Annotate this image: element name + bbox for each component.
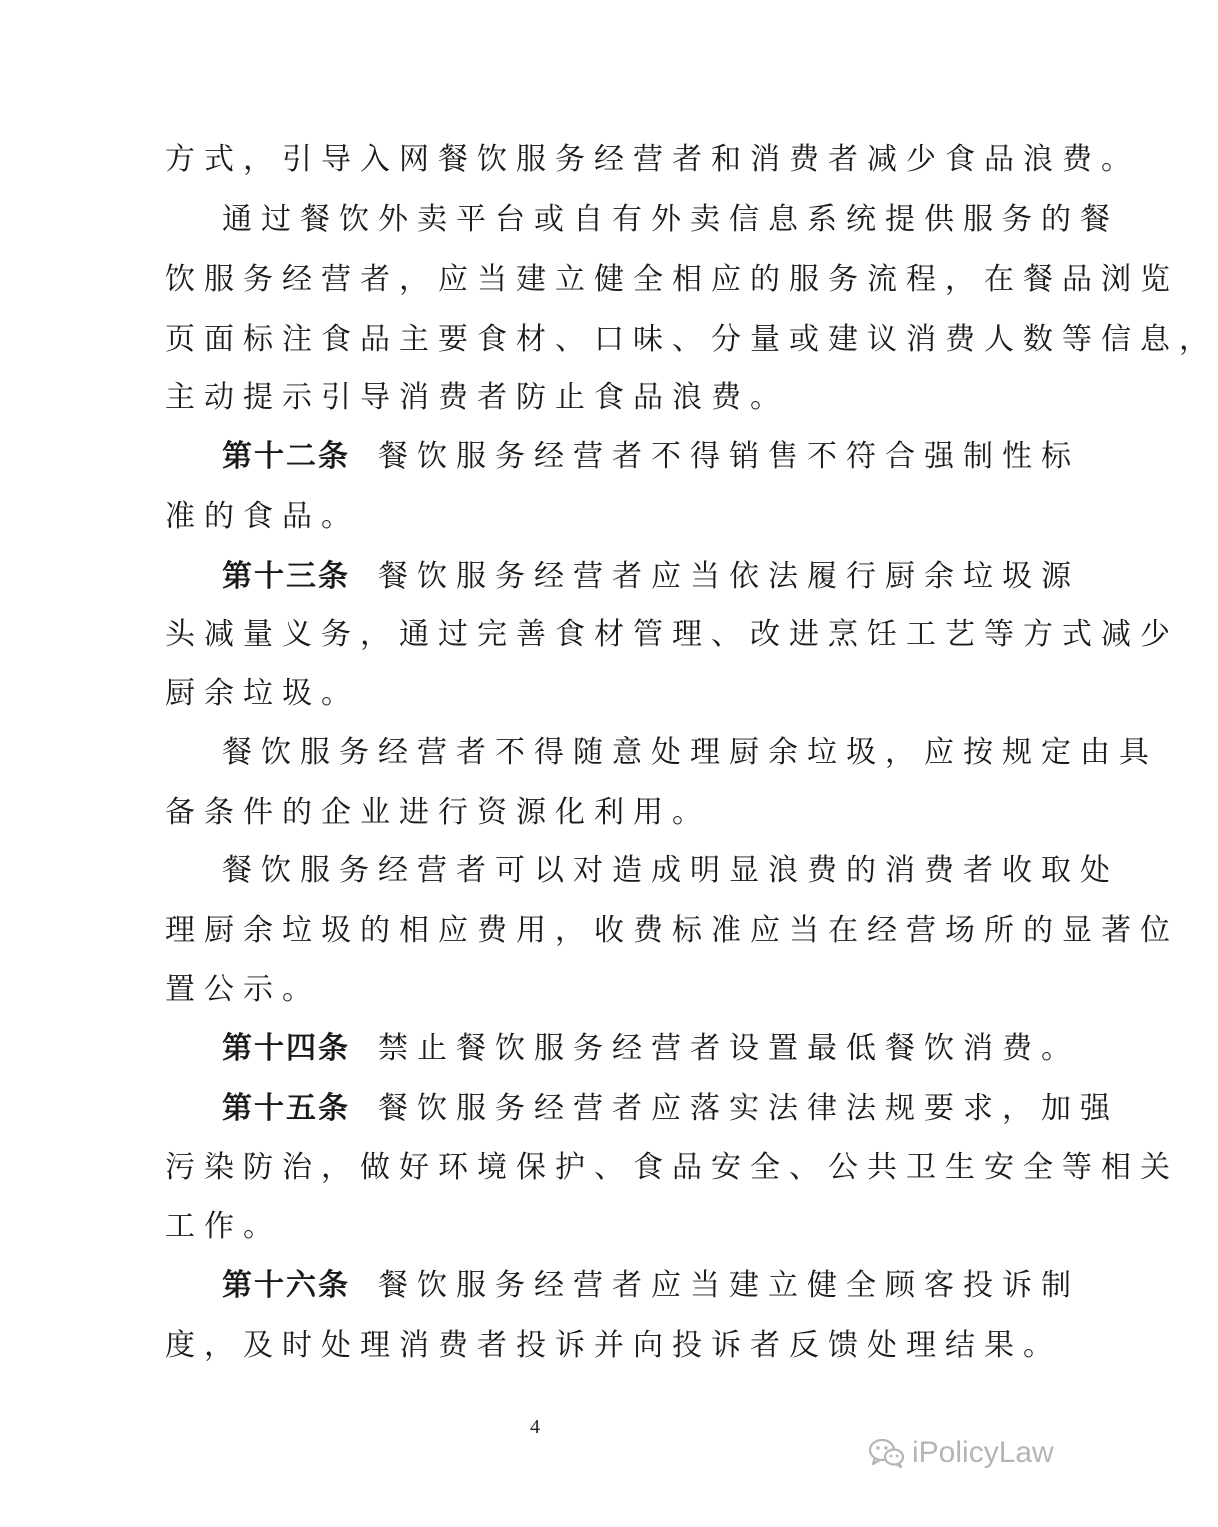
article-line bbox=[222, 557, 1080, 597]
page-number: 4 bbox=[530, 1416, 540, 1438]
text-line: 餐饮服务经营者不得随意处理厨余垃圾，应按规定由具 bbox=[222, 735, 1158, 770]
text-line: 头减量义务，通过完善食材管理、改进烹饪工艺等方式减少 bbox=[165, 617, 1179, 652]
article-heading: 第十六条 bbox=[222, 1268, 350, 1303]
watermark-text: iPolicyLaw bbox=[912, 1436, 1054, 1469]
text-line: 准的食品。 bbox=[165, 499, 360, 534]
text-line: 主动提示引导消费者防止食品浪费。 bbox=[165, 380, 789, 415]
article-line bbox=[222, 1029, 1080, 1069]
text-line: 置公示。 bbox=[165, 972, 321, 1007]
text-line: 厨余垃圾。 bbox=[165, 676, 360, 711]
article-heading: 第十五条 bbox=[222, 1091, 350, 1126]
article-text: 餐饮服务经营者应当依法履行厨余垃圾源 bbox=[378, 559, 1080, 594]
article-text: 餐饮服务经营者应落实法律法规要求，加强 bbox=[378, 1091, 1119, 1126]
wechat-icon bbox=[868, 1437, 906, 1469]
text-line: 餐饮服务经营者可以对造成明显浪费的消费者收取处 bbox=[222, 853, 1119, 888]
text-line: 度，及时处理消费者投诉并向投诉者反馈处理结果。 bbox=[165, 1328, 1062, 1363]
text-line: 工作。 bbox=[165, 1209, 282, 1244]
text-line: 页面标注食品主要食材、口味、分量或建议消费人数等信息， bbox=[165, 322, 1218, 357]
text-line: 污染防治，做好环境保护、食品安全、公共卫生安全等相关 bbox=[165, 1150, 1179, 1185]
article-heading: 第十三条 bbox=[222, 559, 350, 594]
text-line: 饮服务经营者，应当建立健全相应的服务流程，在餐品浏览 bbox=[165, 262, 1179, 297]
article-text: 餐饮服务经营者应当建立健全顾客投诉制 bbox=[378, 1268, 1080, 1303]
text-line: 理厨余垃圾的相应费用，收费标准应当在经营场所的显著位 bbox=[165, 913, 1179, 948]
article-heading: 第十四条 bbox=[222, 1031, 350, 1066]
article-text: 禁止餐饮服务经营者设置最低餐饮消费。 bbox=[378, 1031, 1080, 1066]
article-heading: 第十二条 bbox=[222, 439, 350, 474]
text-line: 方式，引导入网餐饮服务经营者和消费者减少食品浪费。 bbox=[165, 142, 1140, 177]
article-line bbox=[222, 1266, 1080, 1306]
text-line: 通过餐饮外卖平台或自有外卖信息系统提供服务的餐 bbox=[222, 202, 1119, 237]
article-line bbox=[222, 437, 1080, 477]
watermark bbox=[868, 1436, 1054, 1470]
article-line bbox=[222, 1089, 1119, 1129]
article-text: 餐饮服务经营者不得销售不符合强制性标 bbox=[378, 439, 1080, 474]
text-line: 备条件的企业进行资源化利用。 bbox=[165, 795, 711, 830]
